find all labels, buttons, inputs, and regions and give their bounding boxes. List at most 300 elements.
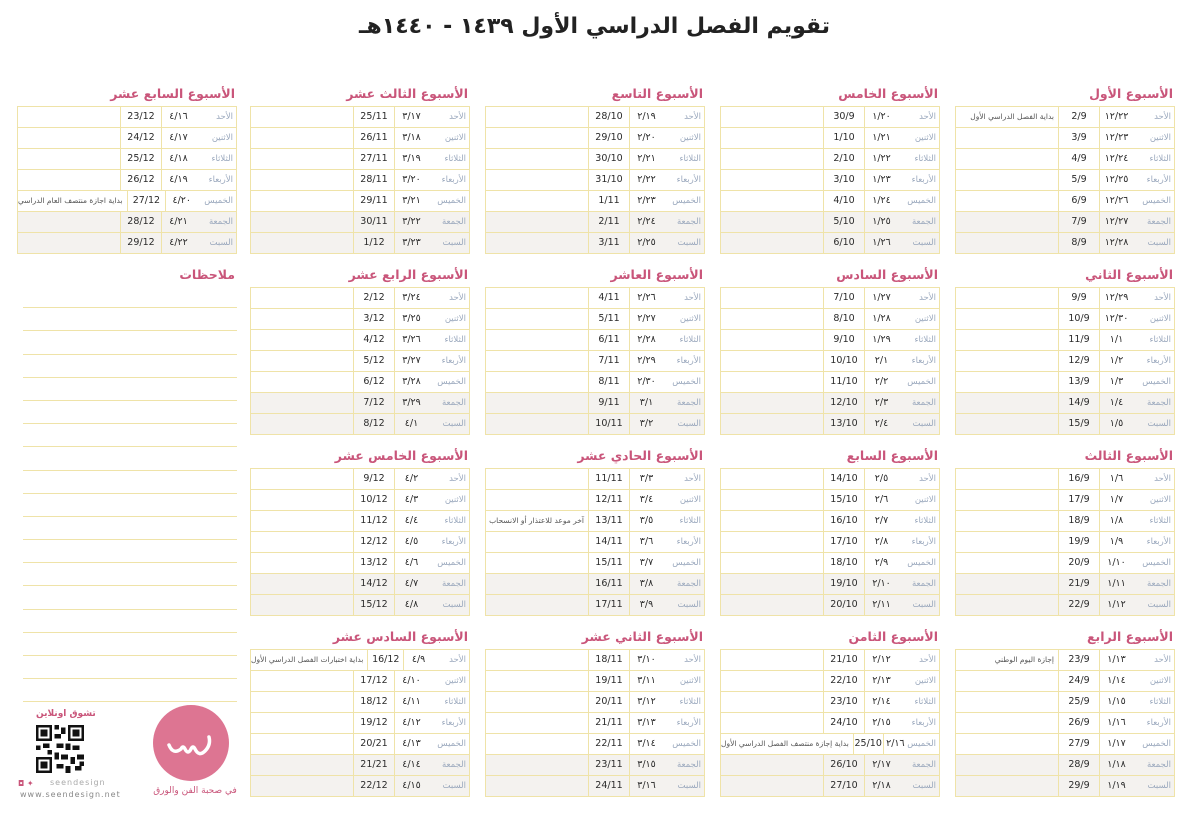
gregorian-date: 13/12 (353, 553, 394, 573)
day-name: الأربعاء (911, 175, 936, 185)
hijri-date: ٢/٢٣ (629, 191, 663, 211)
week-table (955, 106, 1175, 254)
gregorian-date: 9/10 (823, 330, 864, 350)
gregorian-date: 24/9 (1058, 671, 1099, 691)
event-note (251, 574, 353, 594)
gregorian-date: 29/9 (1058, 776, 1099, 796)
hijri-date: ٤/١٤ (394, 755, 428, 775)
gregorian-date: 24/10 (823, 713, 864, 733)
day-name: الثلاثاء (1149, 335, 1171, 345)
week-table (485, 106, 705, 254)
day-name: الخميس (437, 739, 466, 749)
note-line[interactable] (23, 285, 237, 308)
event-note (956, 511, 1058, 531)
day-name: الخميس (204, 196, 233, 206)
day-name: الجمعة (1146, 398, 1171, 408)
hijri-date: ٢/٢٨ (629, 330, 663, 350)
gregorian-date: 4/9 (1058, 149, 1099, 169)
day-name: الجمعة (1146, 760, 1171, 770)
day-name: الثلاثاء (211, 154, 233, 164)
gregorian-date: 12/10 (823, 393, 864, 413)
week-block (250, 84, 470, 254)
day-row (721, 469, 939, 490)
hijri-date: ٣/١٨ (394, 128, 428, 148)
week-title: الأسبوع الأول (1089, 86, 1173, 101)
day-row (251, 553, 469, 574)
day-row (251, 595, 469, 616)
hijri-date: ٢/١٦ (883, 734, 908, 754)
event-note (956, 414, 1058, 434)
day-name: الاثنين (444, 133, 466, 143)
day-name: الأحد (449, 293, 466, 303)
hijri-date: ١٢/٢٥ (1099, 170, 1133, 190)
event-note (956, 233, 1058, 253)
event-note (721, 107, 823, 127)
note-line[interactable] (23, 586, 237, 609)
gregorian-date: 20/9 (1058, 553, 1099, 573)
gregorian-date: 26/9 (1058, 713, 1099, 733)
note-line[interactable] (23, 331, 237, 354)
day-row (486, 351, 704, 372)
day-name: السبت (442, 419, 466, 429)
event-note (956, 393, 1058, 413)
day-row (721, 288, 939, 309)
day-name: السبت (442, 781, 466, 791)
day-name: الثلاثاء (1149, 697, 1171, 707)
gregorian-date: 28/12 (120, 212, 161, 232)
day-row (956, 671, 1174, 692)
week-title: الأسبوع السادس (836, 267, 938, 282)
gregorian-date: 14/9 (1058, 393, 1099, 413)
day-name: الاثنين (679, 133, 701, 143)
event-note (486, 532, 588, 552)
day-row (956, 288, 1174, 309)
day-name: الاثنين (1149, 495, 1171, 505)
day-row (956, 776, 1174, 797)
hijri-date: ٢/٤ (864, 414, 898, 434)
gregorian-date: 22/11 (588, 734, 629, 754)
week-table (720, 468, 940, 616)
event-note (486, 309, 588, 329)
event-note (721, 574, 823, 594)
gregorian-date: 4/12 (353, 330, 394, 350)
event-note (721, 650, 823, 670)
week-title: الأسبوع الرابع عشر (348, 267, 468, 282)
gregorian-date: 8/9 (1058, 233, 1099, 253)
event-note (956, 351, 1058, 371)
day-row (486, 393, 704, 414)
note-line[interactable] (23, 610, 237, 633)
event-note (486, 776, 588, 796)
event-note (251, 330, 353, 350)
hijri-date: ١/٢٦ (864, 233, 898, 253)
day-name: الثلاثاء (1149, 516, 1171, 526)
gregorian-date: 17/11 (588, 595, 629, 615)
day-name: السبت (442, 238, 466, 248)
hijri-date: ٢/٢١ (629, 149, 663, 169)
note-line[interactable] (23, 308, 237, 331)
day-row (251, 490, 469, 511)
hijri-date: ٢/٦ (864, 490, 898, 510)
day-row (721, 511, 939, 532)
gregorian-date: 24/12 (120, 128, 161, 148)
day-row (721, 212, 939, 233)
week-title: الأسبوع العاشر (610, 267, 703, 282)
event-note (956, 191, 1058, 211)
gregorian-date: 16/12 (367, 650, 403, 670)
event-note (721, 532, 823, 552)
website-link[interactable]: www.seendesign.net (20, 790, 121, 799)
week-block (485, 627, 705, 797)
note-line[interactable] (23, 633, 237, 656)
day-row (486, 233, 704, 254)
day-name: الثلاثاء (914, 154, 936, 164)
hijri-date: ٤/١٣ (394, 734, 428, 754)
event-note (721, 490, 823, 510)
day-name: الجمعة (676, 398, 701, 408)
gregorian-date: 3/11 (588, 233, 629, 253)
day-row (956, 191, 1174, 212)
event-note (956, 170, 1058, 190)
day-row (486, 191, 704, 212)
day-row (721, 713, 939, 734)
event-note (18, 212, 120, 232)
day-row (18, 233, 236, 254)
event-note (721, 372, 823, 392)
gregorian-date: 13/10 (823, 414, 864, 434)
hijri-date: ٣/١٦ (629, 776, 663, 796)
hijri-date: ٢/١٥ (864, 713, 898, 733)
twitter-icon[interactable]: ✦ (26, 779, 34, 788)
event-note (721, 191, 823, 211)
event-note (251, 107, 353, 127)
day-row (721, 107, 939, 128)
gregorian-date: 16/10 (823, 511, 864, 531)
day-row (956, 553, 1174, 574)
day-row (251, 107, 469, 128)
day-name: الثلاثاء (679, 697, 701, 707)
day-row (18, 191, 236, 212)
event-note (956, 469, 1058, 489)
event-note (486, 414, 588, 434)
note-line[interactable] (23, 401, 237, 424)
day-name: الجمعة (676, 217, 701, 227)
day-name: الثلاثاء (914, 335, 936, 345)
day-row (251, 128, 469, 149)
gregorian-date: 25/11 (353, 107, 394, 127)
hijri-date: ٤/٧ (394, 574, 428, 594)
day-name: السبت (912, 600, 936, 610)
hijri-date: ٢/٨ (864, 532, 898, 552)
gregorian-date: 23/9 (1058, 650, 1099, 670)
hijri-date: ٣/٢٣ (394, 233, 428, 253)
week-title: الأسبوع الثاني عشر (581, 629, 703, 644)
day-row (721, 650, 939, 671)
hijri-date: ٣/١٧ (394, 107, 428, 127)
hijri-date: ٣/١٣ (629, 713, 663, 733)
day-row (251, 393, 469, 414)
day-row (18, 170, 236, 191)
day-name: السبت (912, 419, 936, 429)
note-line[interactable] (23, 679, 237, 702)
day-name: الأحد (1154, 474, 1171, 484)
hijri-date: ١/٢٢ (864, 149, 898, 169)
event-note (251, 191, 353, 211)
gregorian-date: 16/9 (1058, 469, 1099, 489)
event-note (956, 776, 1058, 796)
note-line[interactable] (23, 540, 237, 563)
day-name: الأربعاء (1146, 356, 1171, 366)
day-row (18, 149, 236, 170)
hijri-date: ١/٢٣ (864, 170, 898, 190)
day-name: الأربعاء (911, 356, 936, 366)
event-note (486, 490, 588, 510)
hijri-date: ٣/٨ (629, 574, 663, 594)
note-line[interactable] (23, 656, 237, 679)
hijri-date: ٣/١٩ (394, 149, 428, 169)
day-row (956, 595, 1174, 616)
day-name: الاثنين (914, 495, 936, 505)
hijri-date: ١/١٠ (1099, 553, 1133, 573)
day-row (956, 734, 1174, 755)
hijri-date: ٣/٢٨ (394, 372, 428, 392)
day-name: الاثنين (679, 314, 701, 324)
hijri-date: ٤/١١ (394, 692, 428, 712)
week-title: الأسبوع الثالث (1084, 448, 1173, 463)
hijri-date: ٤/٤ (394, 511, 428, 531)
gregorian-date: 17/12 (353, 671, 394, 691)
note-line[interactable] (23, 563, 237, 586)
gregorian-date: 28/11 (353, 170, 394, 190)
event-note: بداية اجازة منتصف العام الدراسي (17, 196, 123, 205)
day-name: الأربعاء (676, 537, 701, 547)
event-note (251, 511, 353, 531)
notes-panel (17, 265, 237, 702)
day-row (721, 595, 939, 616)
day-name: السبت (677, 600, 701, 610)
week-table (485, 287, 705, 435)
hijri-date: ١٢/٢٦ (1099, 191, 1133, 211)
hijri-date: ١/١٦ (1099, 713, 1133, 733)
day-name: السبت (1147, 781, 1171, 791)
event-note: بداية اختبارات الفصل الدراسي الأول (251, 655, 364, 664)
week-block (485, 446, 705, 616)
day-name: السبت (1147, 238, 1171, 248)
day-name: الأربعاء (441, 537, 466, 547)
week-title: الأسبوع السابع (846, 448, 938, 463)
hijri-date: ٤/٥ (394, 532, 428, 552)
gregorian-date: 15/12 (353, 595, 394, 615)
note-line[interactable] (23, 494, 237, 517)
qr-label: تشوق اونلاين (36, 709, 96, 719)
gregorian-date: 5/10 (823, 212, 864, 232)
day-row (251, 532, 469, 553)
day-row (956, 650, 1174, 671)
day-name: الأحد (449, 655, 466, 665)
day-row (956, 170, 1174, 191)
gregorian-date: 21/21 (353, 755, 394, 775)
hijri-date: ١/٧ (1099, 490, 1133, 510)
day-row (251, 309, 469, 330)
gregorian-date: 31/10 (588, 170, 629, 190)
week-title: الأسبوع الثاني (1085, 267, 1173, 282)
event-note (956, 734, 1058, 754)
day-name: الأربعاء (1146, 175, 1171, 185)
week-title: الأسبوع الحادي عشر (577, 448, 703, 463)
hijri-date: ١/١٩ (1099, 776, 1133, 796)
day-row (251, 650, 469, 671)
event-note (486, 692, 588, 712)
day-name: السبت (677, 419, 701, 429)
day-row (251, 574, 469, 595)
hijri-date: ٣/٢٧ (394, 351, 428, 371)
gregorian-date: 22/9 (1058, 595, 1099, 615)
hijri-date: ٣/١٠ (629, 650, 663, 670)
gregorian-date: 28/9 (1058, 755, 1099, 775)
hijri-date: ٤/١٩ (161, 170, 195, 190)
note-line[interactable] (23, 517, 237, 540)
gregorian-date: 2/12 (353, 288, 394, 308)
day-name: الثلاثاء (679, 516, 701, 526)
notes-title: ملاحظات (179, 267, 235, 282)
event-note (251, 414, 353, 434)
event-note (486, 330, 588, 350)
qr-code-icon (36, 725, 84, 773)
gregorian-date: 27/12 (127, 191, 166, 211)
week-title: الأسبوع السابع عشر (110, 86, 235, 101)
logo-mark-icon (153, 705, 229, 781)
day-row (251, 692, 469, 713)
hijri-date: ١/٩ (1099, 532, 1133, 552)
gregorian-date: 5/9 (1058, 170, 1099, 190)
day-name: السبت (677, 238, 701, 248)
hijri-date: ٣/٥ (629, 511, 663, 531)
gregorian-date: 19/9 (1058, 532, 1099, 552)
week-block (955, 627, 1175, 797)
hijri-date: ١٢/٢٤ (1099, 149, 1133, 169)
event-note (251, 469, 353, 489)
event-note (956, 309, 1058, 329)
day-name: الثلاثاء (444, 154, 466, 164)
note-line[interactable] (23, 355, 237, 378)
day-row (486, 532, 704, 553)
event-note (251, 734, 353, 754)
day-row (721, 532, 939, 553)
day-name: الأحد (684, 474, 701, 484)
gregorian-date: 27/10 (823, 776, 864, 796)
hijri-date: ١/٥ (1099, 414, 1133, 434)
hijri-date: ٢/٢٤ (629, 212, 663, 232)
gregorian-date: 6/12 (353, 372, 394, 392)
day-name: الخميس (672, 558, 701, 568)
day-name: الاثنين (444, 676, 466, 686)
hijri-date: ٤/٢٠ (165, 191, 197, 211)
hijri-date: ٤/٢ (394, 469, 428, 489)
day-row (486, 309, 704, 330)
gregorian-date: 9/12 (353, 469, 394, 489)
event-note (721, 692, 823, 712)
day-name: الاثنين (444, 495, 466, 505)
day-name: الجمعة (676, 760, 701, 770)
gregorian-date: 4/10 (823, 191, 864, 211)
day-row (956, 309, 1174, 330)
gregorian-date: 7/9 (1058, 212, 1099, 232)
week-table (250, 649, 470, 797)
day-name: الاثنين (444, 314, 466, 324)
day-row (721, 170, 939, 191)
day-row (721, 734, 939, 755)
note-line[interactable] (23, 471, 237, 494)
gregorian-date: 8/11 (588, 372, 629, 392)
hijri-date: ١٢/٢٣ (1099, 128, 1133, 148)
gregorian-date: 12/12 (353, 532, 394, 552)
hijri-date: ١٢/٣٠ (1099, 309, 1133, 329)
day-name: الجمعة (208, 217, 233, 227)
week-block (250, 265, 470, 435)
gregorian-date: 4/11 (588, 288, 629, 308)
day-row (956, 532, 1174, 553)
day-row (486, 107, 704, 128)
day-name: الاثنين (1149, 133, 1171, 143)
week-block (720, 446, 940, 616)
hijri-date: ٤/١٧ (161, 128, 195, 148)
hijri-date: ١/٢٤ (864, 191, 898, 211)
hijri-date: ١٢/٢٢ (1099, 107, 1133, 127)
hijri-date: ٤/١ (394, 414, 428, 434)
day-row (486, 414, 704, 435)
instagram-icon[interactable]: ◘ (18, 779, 25, 788)
day-name: الخميس (672, 196, 701, 206)
day-name: الأربعاء (911, 718, 936, 728)
day-name: الثلاثاء (1149, 154, 1171, 164)
day-row (251, 170, 469, 191)
day-row (721, 191, 939, 212)
hijri-date: ٣/٤ (629, 490, 663, 510)
hijri-date: ١٢/٢٨ (1099, 233, 1133, 253)
note-line[interactable] (23, 424, 237, 447)
note-line[interactable] (23, 447, 237, 470)
day-name: الأحد (919, 112, 936, 122)
day-name: السبت (442, 600, 466, 610)
day-row (251, 351, 469, 372)
gregorian-date: 12/9 (1058, 351, 1099, 371)
hijri-date: ٣/٦ (629, 532, 663, 552)
gregorian-date: 3/9 (1058, 128, 1099, 148)
hijri-date: ٢/١٠ (864, 574, 898, 594)
day-name: الجمعة (676, 579, 701, 589)
gregorian-date: 10/10 (823, 351, 864, 371)
day-row (486, 574, 704, 595)
week-block (485, 265, 705, 435)
hijri-date: ٢/١٢ (864, 650, 898, 670)
event-note (721, 553, 823, 573)
note-line[interactable] (23, 378, 237, 401)
event-note (251, 128, 353, 148)
day-row (721, 393, 939, 414)
day-name: الأحد (216, 112, 233, 122)
event-note: إجازة اليوم الوطني (994, 655, 1054, 664)
gregorian-date: 26/10 (823, 755, 864, 775)
event-note (251, 595, 353, 615)
gregorian-date: 9/11 (588, 393, 629, 413)
event-note (956, 755, 1058, 775)
hijri-date: ١٢/٢٧ (1099, 212, 1133, 232)
day-name: الجمعة (441, 398, 466, 408)
gregorian-date: 27/11 (353, 149, 394, 169)
hijri-date: ٢/٢ (864, 372, 898, 392)
gregorian-date: 21/9 (1058, 574, 1099, 594)
hijri-date: ٢/٣ (864, 393, 898, 413)
